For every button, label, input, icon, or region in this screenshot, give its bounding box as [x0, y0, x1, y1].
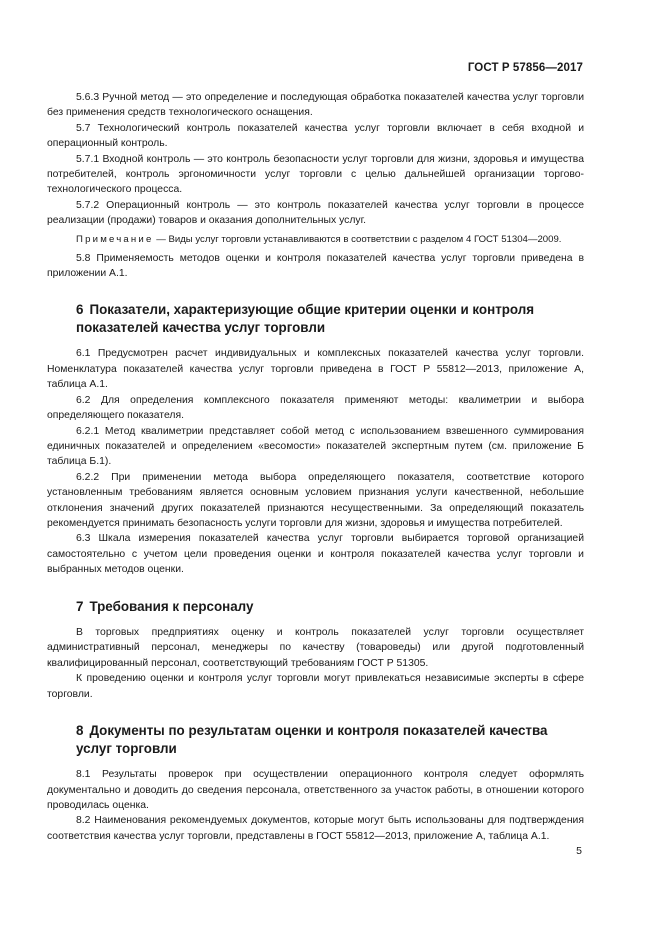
clause-5-6-3: 5.6.3 Ручной метод — это определение и последующая обработка показателей качества услуг торговли без применения средств технологического оснащения. — [47, 92, 584, 119]
page-number: 5 — [576, 845, 582, 857]
section-7-title: Требования к персоналу — [89, 598, 254, 614]
standard-header: ГОСТ Р 57856—2017 — [467, 62, 583, 74]
clause-6-2: 6.2 Для определения комплексного показателя применяют методы: квалиметрии и выбора определяющего показателя. — [47, 394, 584, 422]
clause-8-2: 8.2 Наименования рекомендуемых документов, которые могут быть использованы для подтверждения соответствия качества услуг торговли, представлены в ГОСТ 55812—2013, приложение А, таблица А.1. — [47, 815, 584, 842]
section-8-heading — [47, 722, 584, 757]
section-6-title-line2: показателей качества услуг торговли — [76, 319, 326, 335]
clause-5-7-2: 5.7.2 Операционный контроль — это контроль показателей качества услуг торговли в процессе реализации (продажи) товаров и оказания дополнительных услуг. — [47, 199, 584, 227]
clause-5-8: 5.8 Применяемость методов оценки и контроля показателей качества услуг торговли приведена в приложении А.1. — [47, 252, 584, 280]
note-text: — Виды услуг торговли устанавливаются в соответствии с разделом 4 ГОСТ 51304—2009. — [153, 233, 562, 245]
section-6-number: 6 — [76, 302, 84, 318]
clause-5-7: 5.7 Технологический контроль показателей качества услуг торговли включает в себя входной и операционный контроль. — [47, 122, 584, 150]
page-content — [47, 90, 584, 844]
section-8-number: 8 — [76, 723, 84, 739]
section-7-heading — [47, 598, 584, 616]
note — [47, 233, 584, 247]
clause-8-1: 8.1 Результаты проверок при осуществлении операционного контроля следует оформлять документально и доводить до сведения персонала, ответственного за участок работы, в отношении которого проводилась оценка. — [47, 769, 584, 811]
section-7-paragraph-2: К проведению оценки и контроля услуг торговли могут привлекаться независимые эксперты в сфере торговли. — [47, 673, 584, 700]
section-7-paragraph-1: В торговых предприятиях оценку и контроль показателей услуг торговли осуществляет административный персонал, менеджеры по качеству (товароведы) или другой подготовленный квалифицированный персонал, соответствующий требованиям ГОСТ Р 51305. — [47, 627, 584, 669]
clause-6-2-2: 6.2.2 При применении метода выбора определяющего показателя, соответствие которого установленным требованиям является основным условием признания услуги качественной, небольшие отклонения значений других показателей признаются несущественными. За определяющий показатель рекомендуется принимать безопасность услуги торговли для жизни, здоровья и имущества потребителей. — [47, 471, 584, 529]
note-label: Примечание — [76, 233, 154, 245]
section-6-title-line1: Показатели, характеризующие общие критерии оценки и контроля — [89, 302, 535, 318]
clause-6-1: 6.1 Предусмотрен расчет индивидуальных и комплексных показателей качества услуг торговли. Номенклатура показателей качества услуг торговли приведена в ГОСТ Р 55812—2013, приложение А, таблица А.1. — [47, 348, 584, 391]
clause-5-7-1: 5.7.1 Входной контроль — это контроль безопасности услуг торговли для жизни, здоровья и имущества потребителей, контроль эргономичности услуг торговли с целью дальнейшей организации торгово-технологического процесса. — [47, 153, 584, 196]
clause-6-3: 6.3 Шкала измерения показателей качества услуг торговли выбирается торговой организацией самостоятельно с учетом цели проведения оценки и контроля показателей качества услуг торговли и выбранных методов оценки. — [47, 533, 584, 576]
section-7-number: 7 — [76, 598, 84, 614]
section-8-title-line1: Документы по результатам оценки и контроля показателей качества — [89, 723, 548, 739]
section-6-heading — [47, 301, 584, 336]
section-8-title-line2: услуг торговли — [76, 740, 177, 756]
clause-6-2-1: 6.2.1 Метод квалиметрии представляет собой метод с использованием взвешенного суммирования единичных показателей и определением «весомости» показателей экспертным путем (см. приложение Б таблица Б.1). — [47, 425, 584, 468]
